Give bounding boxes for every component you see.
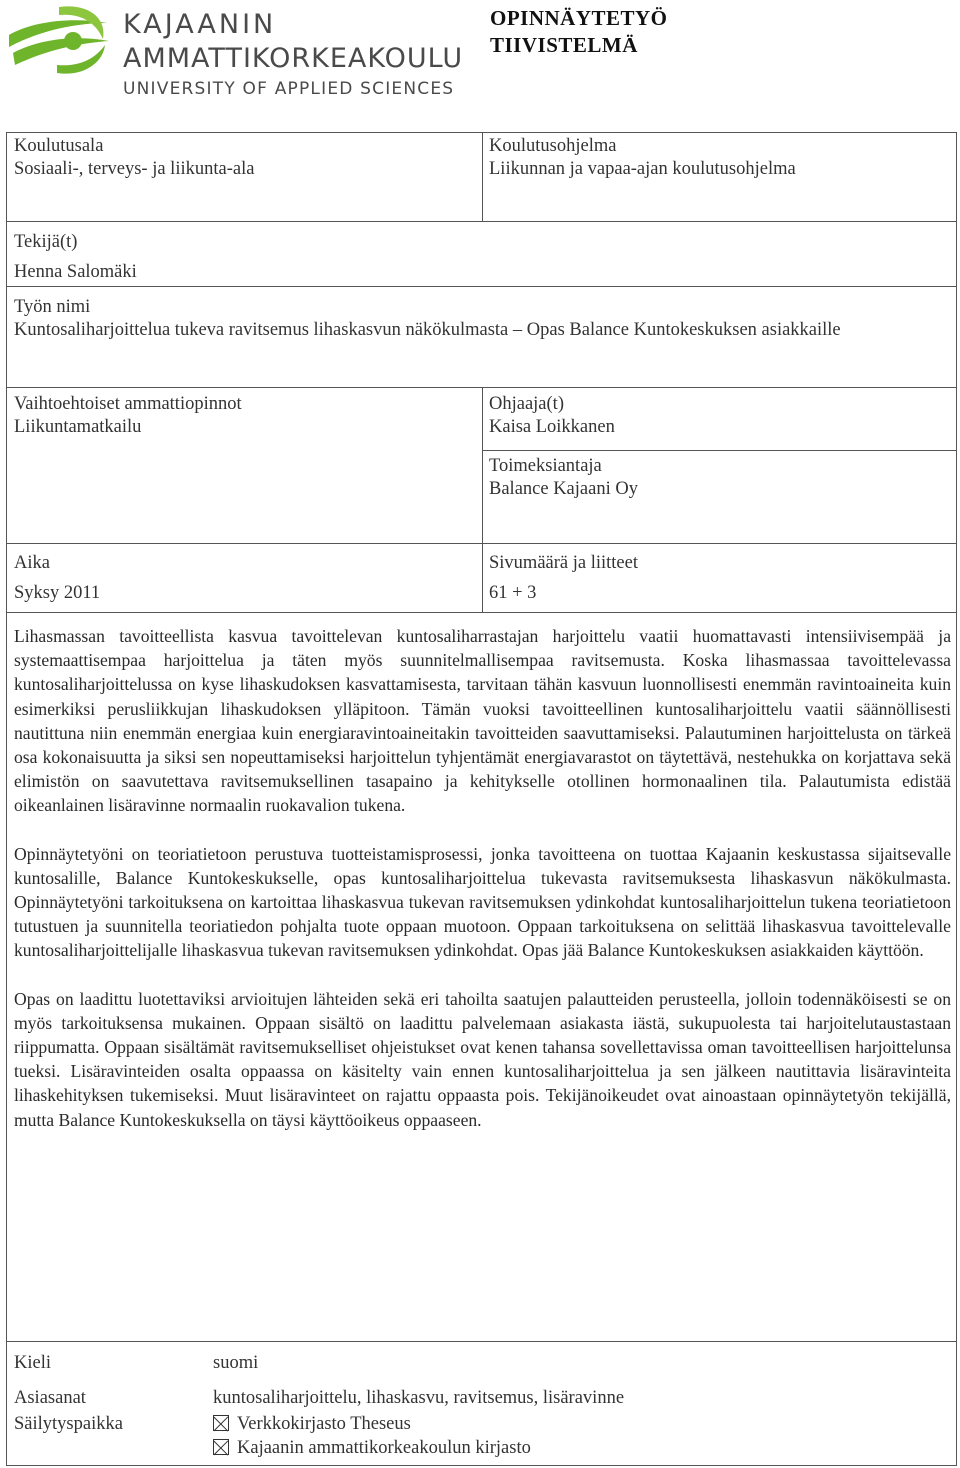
row-divider-1 <box>6 221 957 222</box>
col-divider-1 <box>482 132 483 221</box>
sailytys-option-theseus-label: Verkkokirjasto Theseus <box>237 1414 411 1434</box>
value-kieli: suomi <box>213 1353 259 1373</box>
field-sivumaara <box>489 548 638 608</box>
kamk-swoosh-icon <box>3 3 113 83</box>
field-ohjaaja <box>489 393 615 439</box>
checkbox-kirjasto-icon[interactable] <box>213 1439 229 1455</box>
form-border-bottom <box>6 1465 957 1466</box>
field-koulutusohjelma <box>489 135 796 181</box>
row-divider-4 <box>482 450 957 451</box>
value-asiasanat: kuntosaliharjoittelu, lihaskasvu, ravitsemus, lisäravinne <box>213 1388 625 1408</box>
value-koulutusala: Sosiaali-, terveys- ja liikunta-ala <box>14 159 255 179</box>
field-aika <box>14 548 100 608</box>
abstract-text <box>14 624 951 1156</box>
col-divider-2 <box>482 387 483 612</box>
value-aika: Syksy 2011 <box>14 583 101 603</box>
row-divider-7 <box>6 1341 957 1342</box>
kamk-logo <box>3 3 464 103</box>
sailytys-option-theseus <box>213 1413 411 1436</box>
field-vaihtoehtoiset <box>14 393 242 439</box>
value-vaihtoehtoiset: Liikuntamatkailu <box>14 417 142 437</box>
document-title-line2: TIIVISTELMÄ <box>490 33 638 57</box>
document-title <box>490 5 668 59</box>
field-toimeksiantaja <box>489 455 638 501</box>
label-tekija: Tekijä(t) <box>14 232 78 252</box>
value-sivumaara: 61 + 3 <box>489 583 537 603</box>
field-koulutusala <box>14 135 254 181</box>
value-ohjaaja: Kaisa Loikkanen <box>489 417 615 437</box>
row-divider-2 <box>6 286 957 287</box>
label-ohjaaja: Ohjaaja(t) <box>489 394 564 414</box>
checkbox-theseus-icon[interactable] <box>213 1415 229 1431</box>
value-tyon-nimi: Kuntosaliharjoittelua tukeva ravitsemus lihaskasvun näkökulmasta – Opas Balance Kuntokeskuksen asiakkaille <box>14 320 841 340</box>
value-koulutusohjelma: Liikunnan ja vapaa-ajan koulutusohjelma <box>489 159 796 179</box>
row-divider-6 <box>6 612 957 613</box>
form-border-left <box>6 132 7 1466</box>
label-tyon-nimi: Työn nimi <box>14 297 91 317</box>
logo-text-kajaanin: KAJAANIN <box>123 9 277 40</box>
label-vaihtoehtoiset: Vaihtoehtoiset ammattiopinnot <box>14 394 242 414</box>
label-toimeksiantaja: Toimeksiantaja <box>489 456 602 476</box>
form-border-right <box>956 132 957 1466</box>
label-koulutusohjelma: Koulutusohjelma <box>489 136 617 156</box>
sailytys-option-kirjasto-label: Kajaanin ammattikorkeakoulun kirjasto <box>237 1438 531 1458</box>
field-tyon-nimi <box>14 296 841 342</box>
label-koulutusala: Koulutusala <box>14 136 104 156</box>
logo-text-ammattikorkeakoulu: AMMATTIKORKEAKOULU <box>123 43 464 74</box>
label-sailytyspaikka: Säilytyspaikka <box>14 1414 123 1434</box>
value-tekija: Henna Salomäki <box>14 262 137 282</box>
abstract-paragraph-1: Lihasmassan tavoitteellista kasvua tavoittelevan kuntosaliharrastajan harjoittelu vaatii huomattavasti intensiivisempää ja systemaattisempaa harjoittelua ja täten myös suunnitelmallisempaa ravitsemusta. Koska lihasmassaa tavoittelevassa kuntosaliharjoittelussa on kyse lihaskudoksen kasvattamisesta, tarvitaan tähän kasvuun luonnollisesti enemmän ravintoaineita kuin esimerkiksi perusliikkujan lihaskudoksen ylläpitoon. Tämän vuoksi tavoitteellinen kuntosaliharjoittelu vaatii säännöllisesti nautittuna niin enemmän energiaa kuin energiaravintoaineitakin tavoitteiden saavuttamiseksi. Palautuminen harjoittelusta on tärkeä osa kokonaisuutta ja siksi sen nopeuttamiseksi harjoittelun tyhjentämät energiavarastot on täytettävä, nestehukka on korjattava sekä elimistön on saavutettava ravitsemuksellinen tasapaino ja kehitykselle otollinen hormonaalinen tila. Palautumista edistää oikeanlainen lisäravinne normaalin ruokavalion tukena. <box>14 626 951 816</box>
sailytys-option-kirjasto <box>213 1437 531 1460</box>
logo-text-university: UNIVERSITY OF APPLIED SCIENCES <box>123 79 455 99</box>
label-aika: Aika <box>14 553 50 573</box>
abstract-paragraph-3: Opas on laadittu luotettaviksi arvioitujen lähteiden sekä eri tahoilta saatujen palautteiden perusteella, jolloin todennäköisesti se on myös tarkoituksensa mukainen. Oppaan sisältö on laadittu palvelemaan asiakasta iästä, sukupuolesta tai harjoitelutaustastaan riippumatta. Oppaan sisältämät ravitsemukselliset ohjeistukset ovat kenen tahansa sovellettavissa oman tavoitteellisen harjoittelunsa tueksi. Lisäravinteiden osalta oppaassa on käsitelty vain ennen kuntosaliharjoittelua ja sen jälkeen nautittavia lisäravinteita lihaskehityksen tukemiseksi. Muut lisäravinteet on rajattu oppaasta pois. Tekijänoikeudet ovat ainoastaan opinnäytetyön tekijällä, mutta Balance Kuntokeskuksella on täysi käyttöoikeus oppaaseen. <box>14 988 951 1130</box>
label-kieli: Kieli <box>14 1353 51 1373</box>
document-title-line1: OPINNÄYTETYÖ <box>490 6 668 30</box>
value-toimeksiantaja: Balance Kajaani Oy <box>489 479 638 499</box>
label-sivumaara: Sivumäärä ja liitteet <box>489 553 638 573</box>
abstract-paragraph-2: Opinnäytetyöni on teoriatietoon perustuva tuotteistamisprosessi, jonka tavoitteena on tuottaa Kajaanin keskustassa sijaitsevalle kuntosalille, Balance Kuntokeskukselle, opas kuntosaliharjoittelua tukevasta ravitsemuksesta lihaskasvun näkökulmasta. Opinnäytetyöni tarkoituksena on kartoittaa lihaskasvua tukevan ravitsemuksen ydinkohdat kuntosaliharjoittelun tukena teoriatietoon tutustuen ja suunnitella teoriatiedon pohjalta tuote oppaan muotoon. Oppaan tarkoituksena on selittää lihaskasvua tavoittelevalle kuntosaliharjoittelijalle lihaskasvua tukevan ravitsemuksen ydinkohdat. Opas jää Balance Kuntokeskuksen asiakkaiden käyttöön. <box>14 843 951 961</box>
label-asiasanat: Asiasanat <box>14 1388 86 1408</box>
field-tekija <box>14 227 137 287</box>
